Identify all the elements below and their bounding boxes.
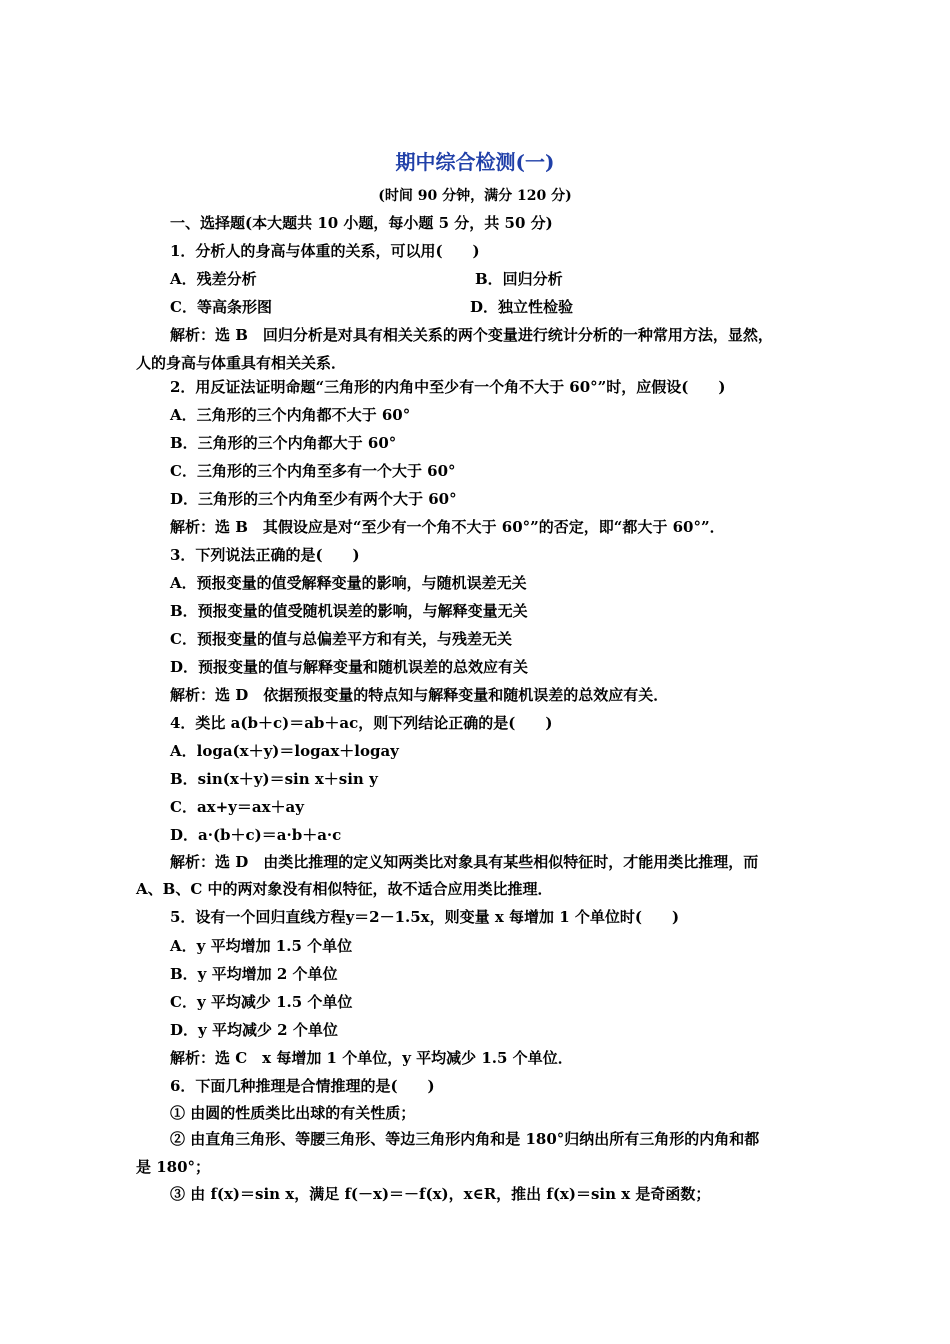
q5-analysis: 解析：选 C x 每增加 1 个单位，y 平均减少 1.5 个单位．	[170, 1049, 573, 1067]
q5-option-d: D．y 平均减少 2 个单位	[170, 1021, 338, 1039]
question-1: 1．分析人的身高与体重的关系，可以用( )	[170, 242, 480, 260]
q4-option-d: D．a·(b＋c)＝a·b＋a·c	[170, 826, 342, 844]
q1-option-d: D．独立性检验	[470, 298, 574, 316]
q3-option-d: D．预报变量的值与解释变量和随机误差的总效应有关	[170, 658, 529, 676]
q6-item-3: ③ 由 f(x)＝sin x，满足 f(－x)＝－f(x)，x∈R，推出 f(x)＝sin x 是奇函数；	[170, 1185, 711, 1203]
q1-option-b: B．回归分析	[475, 270, 563, 288]
question-2: 2．用反证法证明命题“三角形的内角中至少有一个角不大于 60°”时，应假设( )	[170, 378, 726, 396]
page-title: 期中综合检测(一)	[395, 150, 555, 174]
q3-option-b: B．预报变量的值受随机误差的影响，与解释变量无关	[170, 602, 528, 620]
q2-option-d: D．三角形的三个内角至少有两个大于 60°	[170, 490, 457, 508]
q2-option-b: B．三角形的三个内角都大于 60°	[170, 434, 397, 452]
q4-option-b: B．sin(x＋y)＝sin x＋sin y	[170, 770, 378, 788]
q1-analysis: 解析：选 B 回归分析是对具有相关关系的两个变量进行统计分析的一种常用方法，显然，	[170, 326, 773, 344]
q3-option-c: C．预报变量的值与总偏差平方和有关，与残差无关	[170, 630, 512, 648]
question-3: 3．下列说法正确的是( )	[170, 546, 360, 564]
page-subtitle: (时间 90 分钟，满分 120 分)	[378, 188, 572, 204]
q3-analysis: 解析：选 D 依据预报变量的特点知与解释变量和随机误差的总效应有关．	[170, 686, 669, 704]
q6-item-2: ② 由直角三角形、等腰三角形、等边三角形内角和是 180°归纳出所有三角形的内角和都	[170, 1130, 760, 1148]
q4-option-a: A．loga(x＋y)＝logax＋logay	[170, 742, 399, 760]
q2-option-a: A．三角形的三个内角都不大于 60°	[170, 406, 411, 424]
q1-option-c: C．等高条形图	[170, 298, 272, 316]
q5-option-b: B．y 平均增加 2 个单位	[170, 965, 338, 983]
q6-item-1: ① 由圆的性质类比出球的有关性质；	[170, 1104, 416, 1122]
question-6: 6．下面几种推理是合情推理的是( )	[170, 1077, 435, 1095]
q6-item-2-cont: 是 180°；	[136, 1158, 211, 1176]
q3-option-a: A．预报变量的值受解释变量的影响，与随机误差无关	[170, 574, 527, 592]
q2-option-c: C．三角形的三个内角至多有一个大于 60°	[170, 462, 456, 480]
q4-analysis: 解析：选 D 由类比推理的定义知两类比对象具有某些相似特征时，才能用类比推理，而	[170, 853, 759, 871]
q2-analysis: 解析：选 B 其假设应是对“至少有一个角不大于 60°”的否定，即“都大于 60°”．	[170, 518, 725, 536]
q1-analysis-cont: 人的身高与体重具有相关关系．	[136, 354, 347, 372]
question-5: 5．设有一个回归直线方程y＝2－1.5x，则变量 x 每增加 1 个单位时( )	[170, 908, 680, 926]
q1-option-a: A．残差分析	[170, 270, 257, 288]
q4-analysis-cont: A、B、C 中的两对象没有相似特征，故不适合应用类比推理．	[136, 880, 553, 898]
q5-option-a: A．y 平均增加 1.5 个单位	[170, 937, 353, 955]
question-4: 4．类比 a(b＋c)＝ab＋ac，则下列结论正确的是( )	[170, 714, 553, 732]
q4-option-c: C．ax+y＝ax＋ay	[170, 798, 304, 816]
section-heading: 一、选择题(本大题共 10 小题，每小题 5 分，共 50 分)	[170, 214, 553, 232]
q5-option-c: C．y 平均减少 1.5 个单位	[170, 993, 353, 1011]
